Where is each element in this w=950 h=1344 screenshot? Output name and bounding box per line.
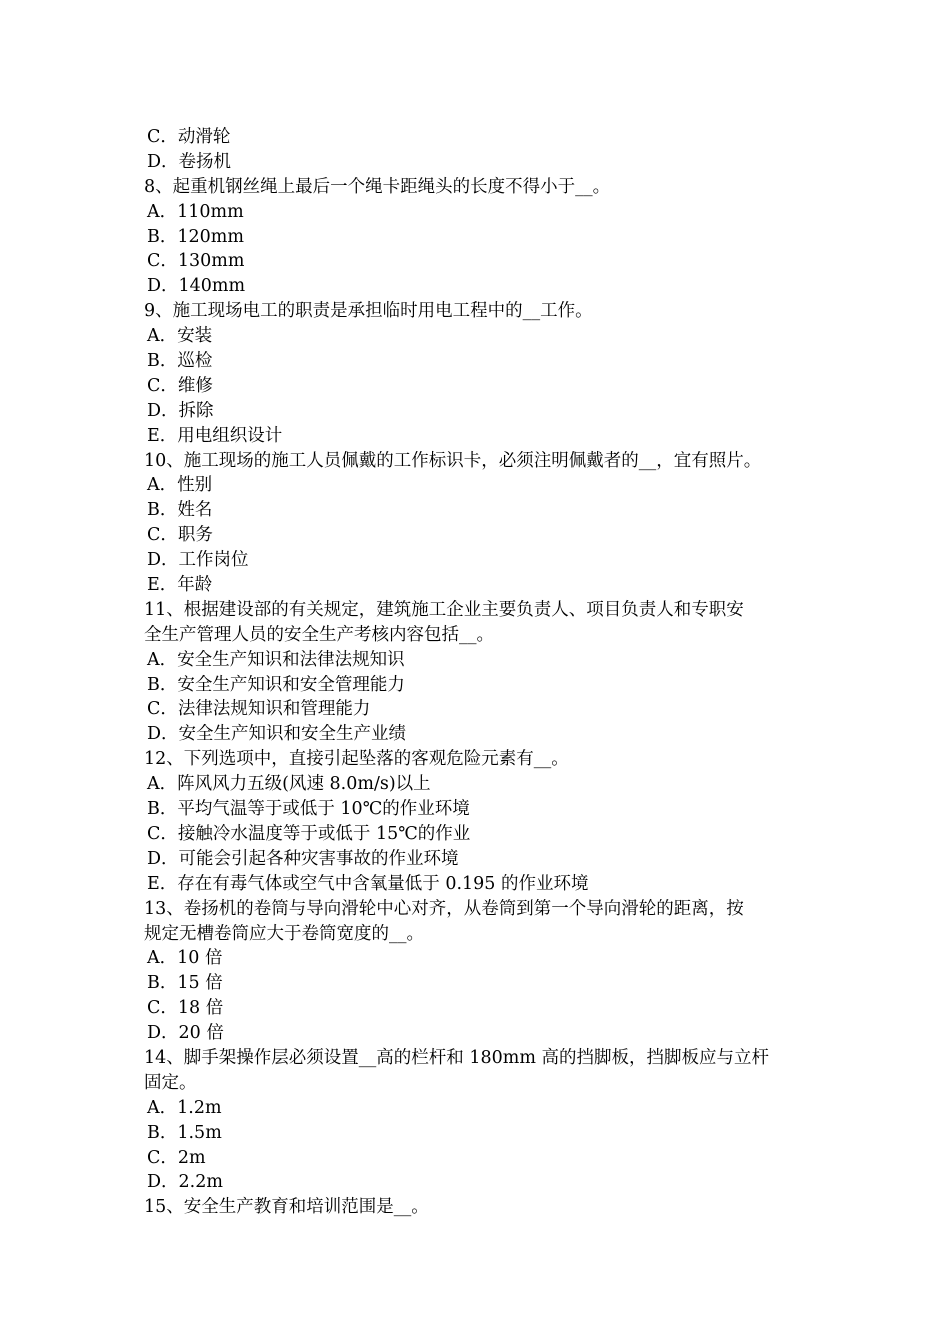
answer-option: B．1.5m (147, 1122, 222, 1143)
answer-option: A．110mm (147, 201, 244, 222)
question-text: 9、施工现场电工的职责是承担临时用电工程中的__工作。 (144, 301, 593, 322)
answer-option: C．法律法规知识和管理能力 (147, 699, 371, 720)
answer-option: B．巡检 (147, 351, 213, 372)
answer-option: B．15 倍 (147, 973, 223, 994)
answer-option: E．用电组织设计 (147, 425, 283, 446)
question-text: 13、卷扬机的卷筒与导向滑轮中心对齐，从卷筒到第一个导向滑轮的距离，按 (144, 898, 744, 919)
answer-option: B．安全生产知识和安全管理能力 (147, 674, 405, 695)
answer-option: B．平均气温等于或低于 10℃的作业环境 (147, 799, 470, 820)
answer-option: A．1.2m (147, 1097, 222, 1118)
answer-option: D．拆除 (147, 400, 214, 421)
answer-option: C．130mm (147, 251, 245, 272)
question-text: 8、起重机钢丝绳上最后一个绳卡距绳头的长度不得小于__。 (144, 176, 611, 197)
answer-option: A．阵风风力五级(风速 8.0m/s)以上 (147, 774, 431, 795)
question-text: 规定无槽卷筒应大于卷筒宽度的__。 (144, 923, 424, 944)
question-text: 14、脚手架操作层必须设置__高的栏杆和 180mm 高的挡脚板，挡脚板应与立杆 (144, 1047, 769, 1068)
document-body (144, 125, 812, 1220)
answer-option: C．接触冷水温度等于或低于 15℃的作业 (147, 823, 471, 844)
question-text: 固定。 (144, 1072, 197, 1093)
question-text: 12、下列选项中，直接引起坠落的客观危险元素有__。 (144, 749, 569, 770)
question-text: 10、施工现场的施工人员佩戴的工作标识卡，必须注明佩戴者的__，宜有照片。 (144, 450, 762, 471)
answer-option: D．卷扬机 (147, 151, 232, 172)
answer-option: A．10 倍 (147, 948, 223, 969)
answer-option: E．年龄 (147, 575, 213, 596)
answer-option: D．工作岗位 (147, 550, 249, 571)
answer-option: C．2m (147, 1147, 206, 1168)
question-text: 全生产管理人员的安全生产考核内容包括__。 (144, 624, 494, 645)
answer-option: A．性别 (147, 475, 213, 496)
answer-option: A．安全生产知识和法律法规知识 (147, 649, 405, 670)
answer-option: D．2.2m (147, 1172, 223, 1193)
answer-option: C．动滑轮 (147, 127, 231, 147)
answer-option: D．140mm (147, 276, 246, 297)
question-text: 11、根据建设部的有关规定，建筑施工企业主要负责人、项目负责人和专职安 (144, 599, 744, 620)
answer-option: E．存在有毒气体或空气中含氧量低于 0.195 的作业环境 (147, 873, 589, 894)
answer-option: B．120mm (147, 226, 244, 247)
question-text: 15、安全生产教育和培训范围是__。 (144, 1197, 429, 1218)
answer-option: C．维修 (147, 375, 213, 396)
answer-option: C．18 倍 (147, 998, 224, 1019)
answer-option: D．可能会引起各种灾害事故的作业环境 (147, 848, 459, 869)
answer-option: C．职务 (147, 525, 213, 546)
answer-option: D．20 倍 (147, 1023, 224, 1044)
answer-option: A．安装 (147, 326, 213, 347)
answer-option: B．姓名 (147, 500, 213, 521)
answer-option: D．安全生产知识和安全生产业绩 (147, 724, 407, 745)
